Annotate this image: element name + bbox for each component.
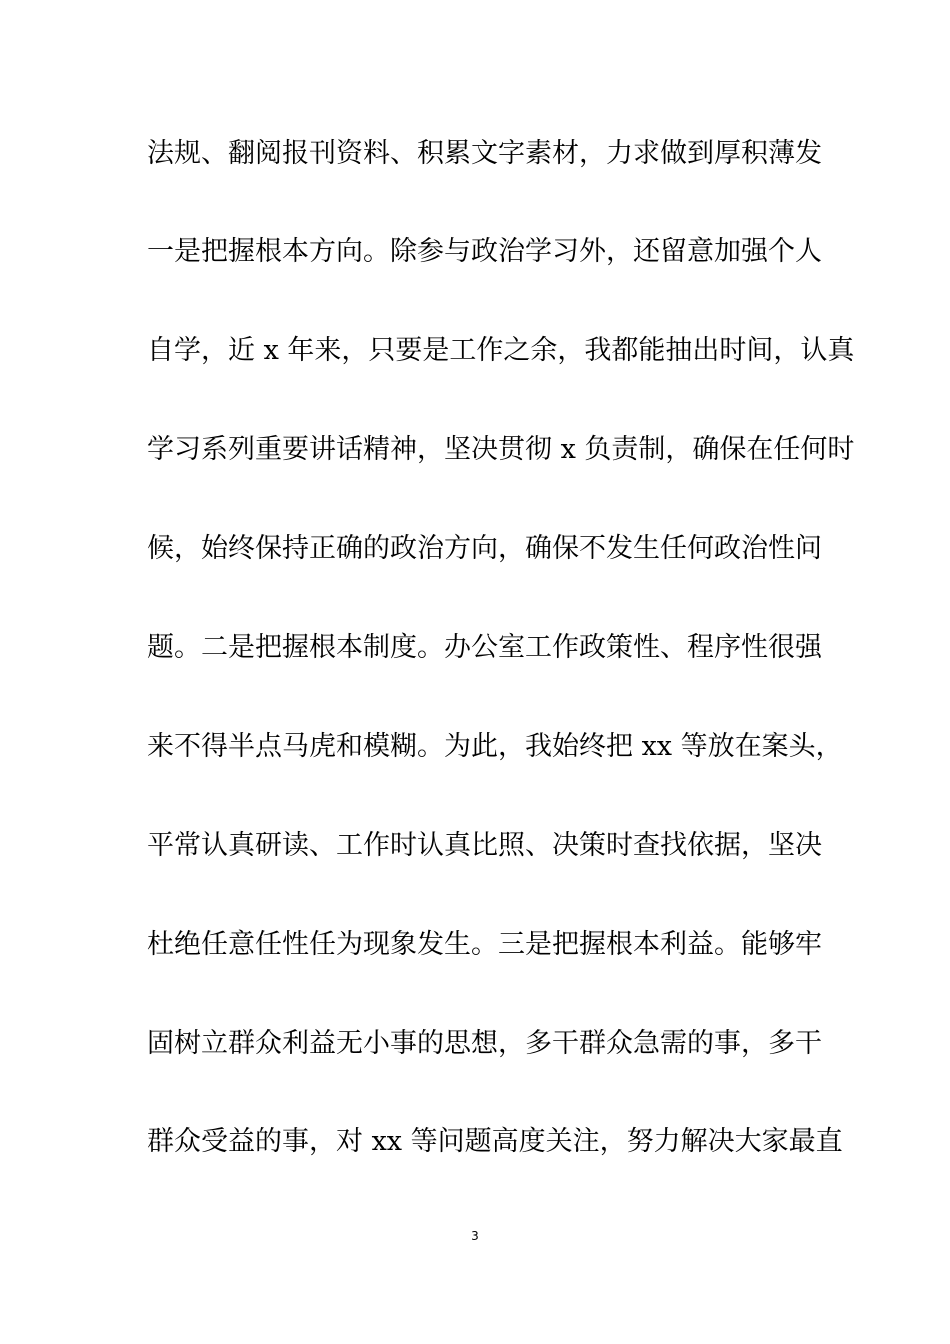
text-line-3: 自学，近 x 年来，只要是工作之余，我都能抽出时间，认真 bbox=[147, 335, 855, 366]
text-line-10: 固树立群众利益无小事的思想，多干群众急需的事，多干 bbox=[147, 1028, 822, 1059]
text-line-5: 候，始终保持正确的政治方向，确保不发生任何政治性问 bbox=[147, 533, 822, 564]
page-number: 3 bbox=[471, 1229, 479, 1243]
text-line-2: 一是把握根本方向。除参与政治学习外，还留意加强个人 bbox=[147, 236, 822, 267]
text-line-1: 法规、翻阅报刊资料、积累文字素材，力求做到厚积薄发 bbox=[147, 138, 822, 169]
text-line-9: 杜绝任意任性任为现象发生。三是把握根本利益。能够牢 bbox=[147, 929, 822, 960]
text-line-6: 题。二是把握根本制度。办公室工作政策性、程序性很强 bbox=[147, 632, 822, 663]
text-line-4: 学习系列重要讲话精神，坚决贯彻 x 负责制，确保在任何时 bbox=[147, 434, 855, 465]
text-line-7: 来不得半点马虎和模糊。为此，我始终把 xx 等放在案头， bbox=[147, 731, 843, 762]
text-line-11: 群众受益的事，对 xx 等问题高度关注，努力解决大家最直 bbox=[147, 1126, 843, 1157]
text-line-8: 平常认真研读、工作时认真比照、决策时查找依据，坚决 bbox=[147, 830, 822, 861]
